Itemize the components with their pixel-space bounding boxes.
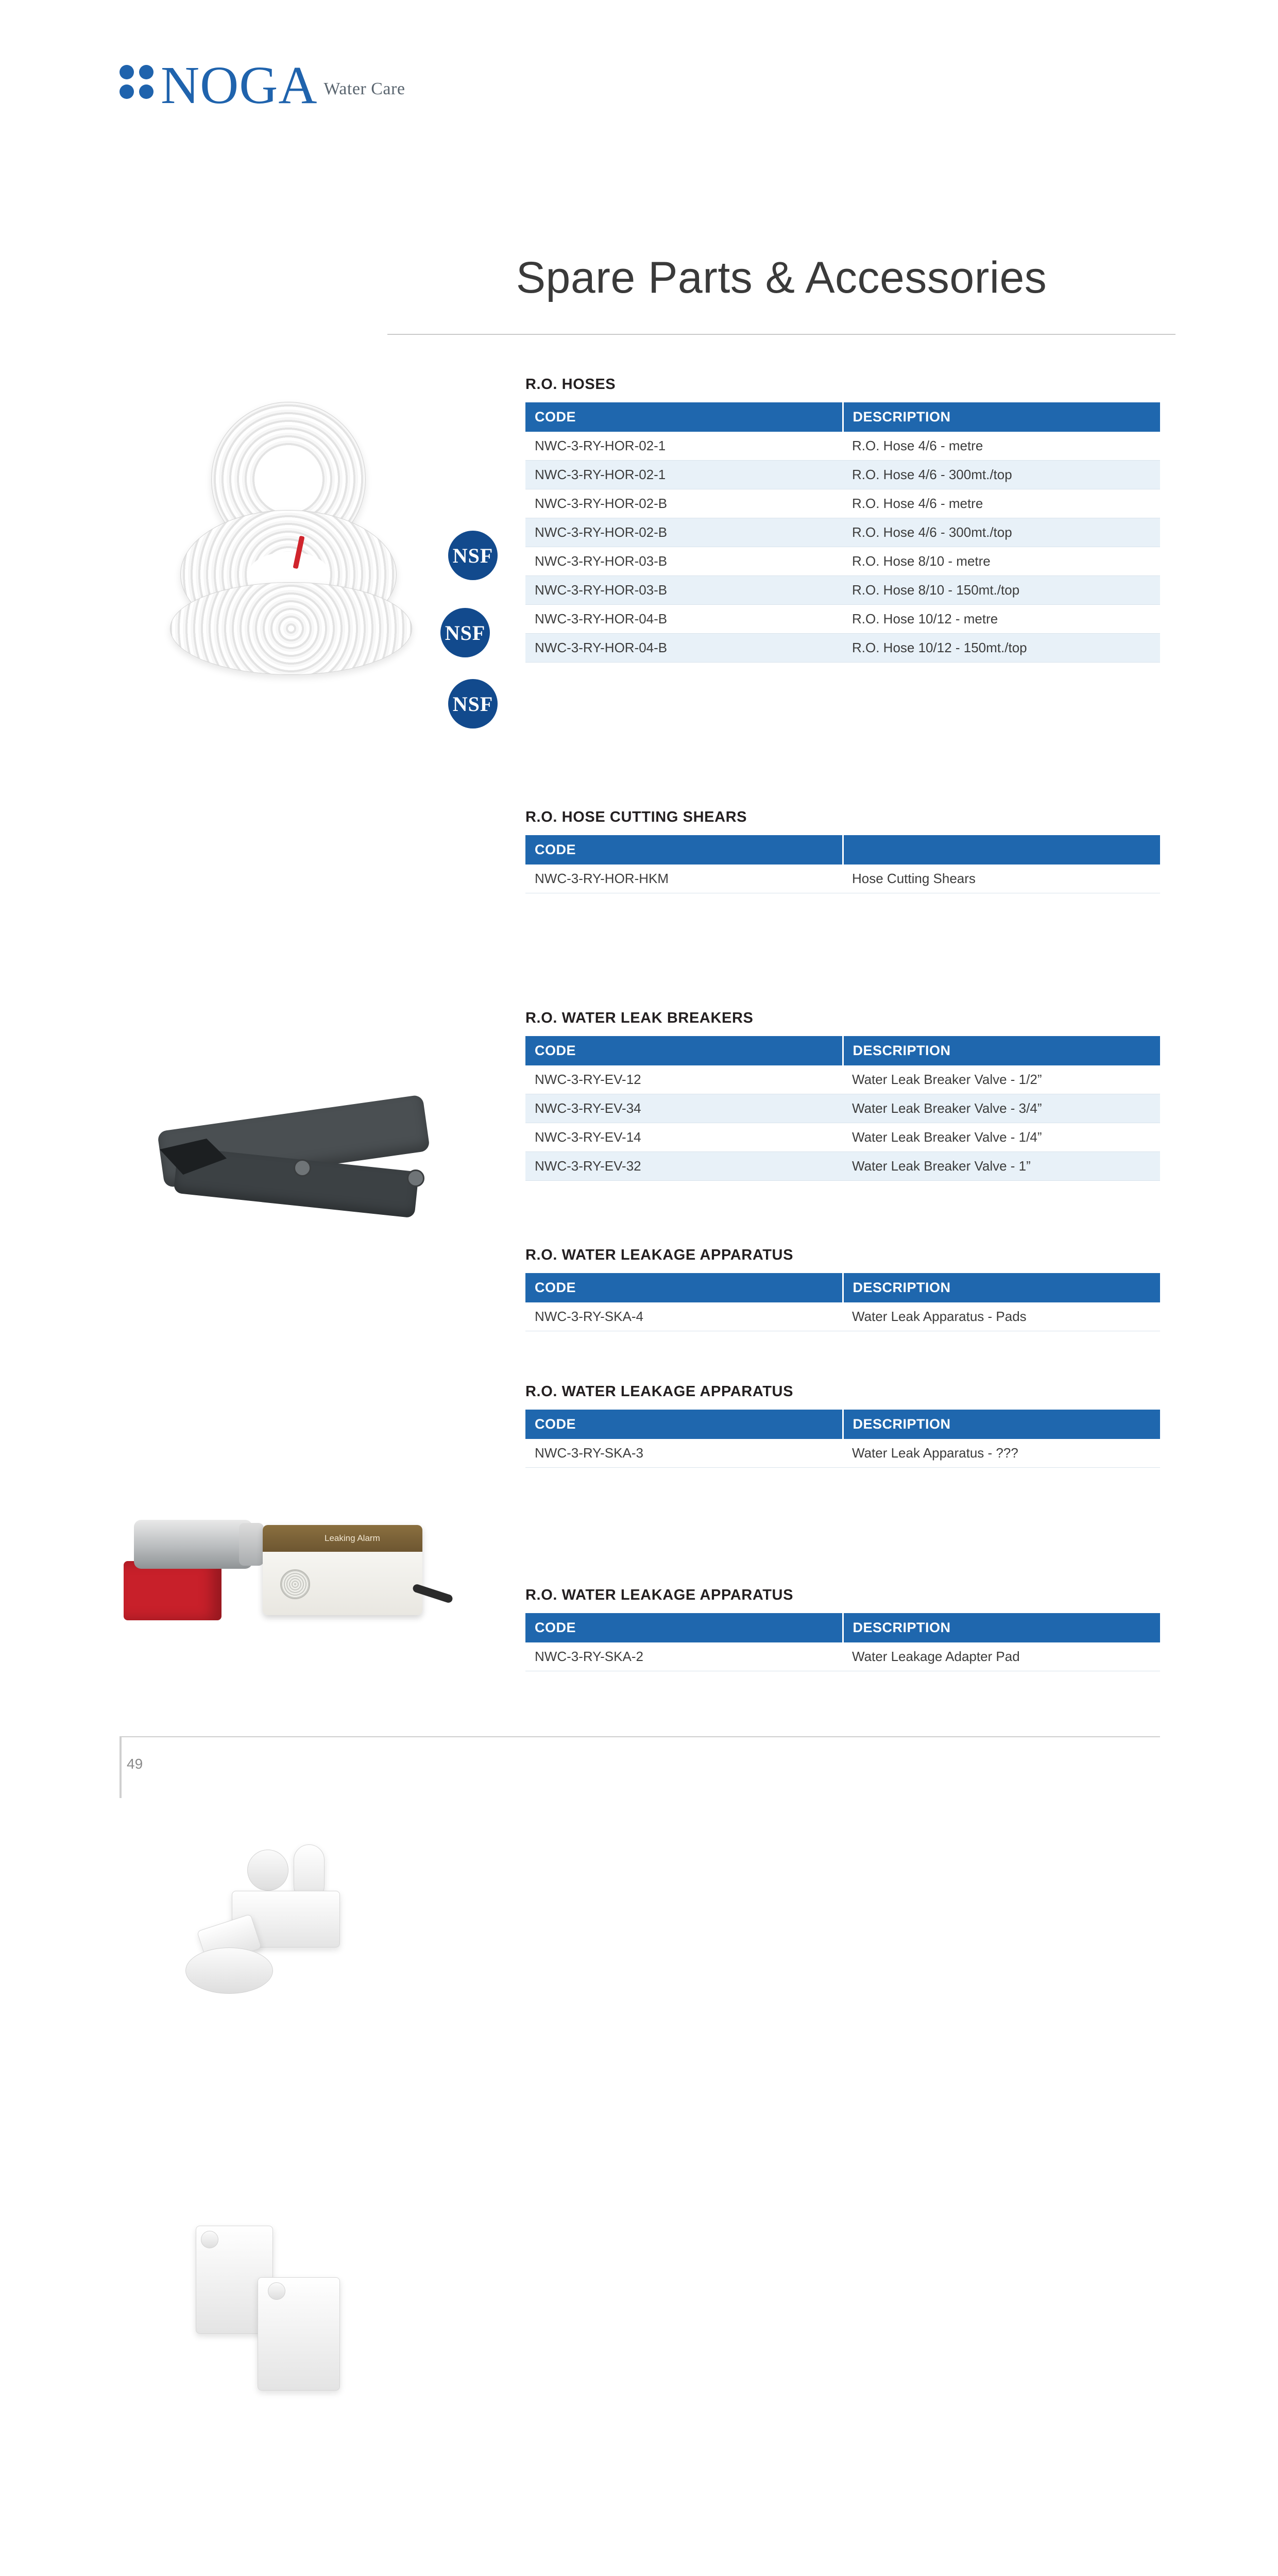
cell-description: Water Leak Breaker Valve - 1/4” bbox=[843, 1123, 1160, 1152]
column-header-description: DESCRIPTION bbox=[843, 402, 1160, 432]
cell-description: R.O. Hose 4/6 - 300mt./top bbox=[843, 461, 1160, 489]
section-hose-cutting-shears bbox=[525, 809, 1160, 893]
cell-code: NWC-3-RY-SKA-2 bbox=[525, 1642, 843, 1671]
table-header-row bbox=[525, 1410, 1160, 1439]
table-header-row bbox=[525, 1613, 1160, 1642]
cell-description: Water Leak Apparatus - Pads bbox=[843, 1302, 1160, 1331]
cell-description: R.O. Hose 4/6 - metre bbox=[843, 489, 1160, 518]
cell-description: Water Leakage Adapter Pad bbox=[843, 1642, 1160, 1671]
cell-description: R.O. Hose 4/6 - 300mt./top bbox=[843, 518, 1160, 547]
photo-ro-hoses bbox=[149, 381, 438, 721]
table-row bbox=[525, 1123, 1160, 1152]
cell-description: Water Leak Apparatus - ??? bbox=[843, 1439, 1160, 1468]
table-row bbox=[525, 865, 1160, 893]
footer-left-bar bbox=[120, 1736, 122, 1798]
table-row bbox=[525, 634, 1160, 663]
table-header-row bbox=[525, 1036, 1160, 1065]
table-row bbox=[525, 518, 1160, 547]
parts-table bbox=[525, 402, 1160, 663]
parts-table bbox=[525, 1410, 1160, 1468]
photo-water-leak-breaker bbox=[118, 1499, 438, 1654]
table-row bbox=[525, 576, 1160, 605]
cell-code: NWC-3-RY-HOR-03-B bbox=[525, 576, 843, 605]
table-row bbox=[525, 547, 1160, 576]
cell-description: Water Leak Breaker Valve - 1/2” bbox=[843, 1065, 1160, 1094]
footer-divider bbox=[120, 1736, 1160, 1737]
cell-description: R.O. Hose 8/10 - metre bbox=[843, 547, 1160, 576]
parts-table bbox=[525, 1273, 1160, 1331]
cell-code: NWC-3-RY-HOR-04-B bbox=[525, 634, 843, 663]
parts-table bbox=[525, 835, 1160, 893]
cell-code: NWC-3-RY-EV-34 bbox=[525, 1094, 843, 1123]
column-header-description: DESCRIPTION bbox=[843, 1036, 1160, 1065]
table-row bbox=[525, 1094, 1160, 1123]
table-header-row bbox=[525, 1273, 1160, 1302]
cell-code: NWC-3-RY-SKA-4 bbox=[525, 1302, 843, 1331]
nsf-badge-icon: NSF bbox=[440, 608, 490, 657]
column-header-code: CODE bbox=[525, 1410, 843, 1439]
cell-code: NWC-3-RY-EV-12 bbox=[525, 1065, 843, 1094]
photo-hose-cutting-shears bbox=[139, 1082, 458, 1252]
photo-leak-apparatus-modules bbox=[191, 2221, 407, 2391]
column-header-code: CODE bbox=[525, 402, 843, 432]
table-row bbox=[525, 489, 1160, 518]
column-header-code: CODE bbox=[525, 835, 843, 865]
cell-code: NWC-3-RY-HOR-02-B bbox=[525, 489, 843, 518]
table-row bbox=[525, 461, 1160, 489]
cell-code: NWC-3-RY-HOR-04-B bbox=[525, 605, 843, 634]
logo-dots-icon bbox=[120, 65, 154, 99]
cell-code: NWC-3-RY-HOR-02-1 bbox=[525, 432, 843, 461]
section-heading: R.O. HOSE CUTTING SHEARS bbox=[525, 809, 747, 825]
photo-leak-apparatus-pads bbox=[170, 1844, 428, 2014]
cell-code: NWC-3-RY-SKA-3 bbox=[525, 1439, 843, 1468]
cell-description: Water Leak Breaker Valve - 3/4” bbox=[843, 1094, 1160, 1123]
cell-description: R.O. Hose 4/6 - metre bbox=[843, 432, 1160, 461]
cell-description: R.O. Hose 10/12 - metre bbox=[843, 605, 1160, 634]
column-header-description: DESCRIPTION bbox=[843, 1273, 1160, 1302]
section-water-leak-breakers bbox=[525, 1010, 1160, 1181]
title-divider bbox=[387, 334, 1175, 335]
table-row bbox=[525, 1065, 1160, 1094]
nsf-badge-icon: NSF bbox=[448, 531, 498, 580]
brand-logo bbox=[120, 56, 405, 115]
cell-description: Hose Cutting Shears bbox=[843, 865, 1160, 893]
table-row bbox=[525, 432, 1160, 461]
section-water-leakage-apparatus-2 bbox=[525, 1383, 1160, 1468]
parts-table bbox=[525, 1036, 1160, 1181]
section-heading: R.O. WATER LEAK BREAKERS bbox=[525, 1010, 754, 1026]
section-heading: R.O. WATER LEAKAGE APPARATUS bbox=[525, 1587, 794, 1603]
cell-code: NWC-3-RY-EV-14 bbox=[525, 1123, 843, 1152]
column-header-code: CODE bbox=[525, 1036, 843, 1065]
cell-code: NWC-3-RY-EV-32 bbox=[525, 1152, 843, 1181]
cell-description: R.O. Hose 10/12 - 150mt./top bbox=[843, 634, 1160, 663]
brand-name: NOGA bbox=[161, 56, 318, 115]
page-title: Spare Parts & Accessories bbox=[516, 253, 1047, 302]
cell-code: NWC-3-RY-HOR-02-1 bbox=[525, 461, 843, 489]
section-water-leakage-apparatus-3 bbox=[525, 1587, 1160, 1671]
section-heading: R.O. WATER LEAKAGE APPARATUS bbox=[525, 1383, 794, 1400]
table-row bbox=[525, 1439, 1160, 1468]
cell-code: NWC-3-RY-HOR-HKM bbox=[525, 865, 843, 893]
column-header-description: DESCRIPTION bbox=[843, 1613, 1160, 1642]
cell-code: NWC-3-RY-HOR-02-B bbox=[525, 518, 843, 547]
column-header-blank bbox=[843, 835, 1160, 865]
page-number: 49 bbox=[127, 1756, 143, 1772]
section-heading: R.O. HOSES bbox=[525, 376, 616, 393]
table-row bbox=[525, 605, 1160, 634]
parts-table bbox=[525, 1613, 1160, 1671]
section-heading: R.O. WATER LEAKAGE APPARATUS bbox=[525, 1247, 794, 1263]
table-row bbox=[525, 1152, 1160, 1181]
column-header-description: DESCRIPTION bbox=[843, 1410, 1160, 1439]
column-header-code: CODE bbox=[525, 1273, 843, 1302]
cell-code: NWC-3-RY-HOR-03-B bbox=[525, 547, 843, 576]
nsf-badge-icon: NSF bbox=[448, 679, 498, 728]
cell-description: R.O. Hose 8/10 - 150mt./top bbox=[843, 576, 1160, 605]
table-row bbox=[525, 1642, 1160, 1671]
section-ro-hoses bbox=[525, 376, 1160, 663]
column-header-code: CODE bbox=[525, 1613, 843, 1642]
brand-tagline: Water Care bbox=[323, 79, 405, 98]
table-row bbox=[525, 1302, 1160, 1331]
section-water-leakage-apparatus-1 bbox=[525, 1247, 1160, 1331]
table-header-row bbox=[525, 402, 1160, 432]
table-header-row bbox=[525, 835, 1160, 865]
cell-description: Water Leak Breaker Valve - 1” bbox=[843, 1152, 1160, 1181]
alarm-device-label: Leaking Alarm bbox=[263, 1525, 422, 1552]
